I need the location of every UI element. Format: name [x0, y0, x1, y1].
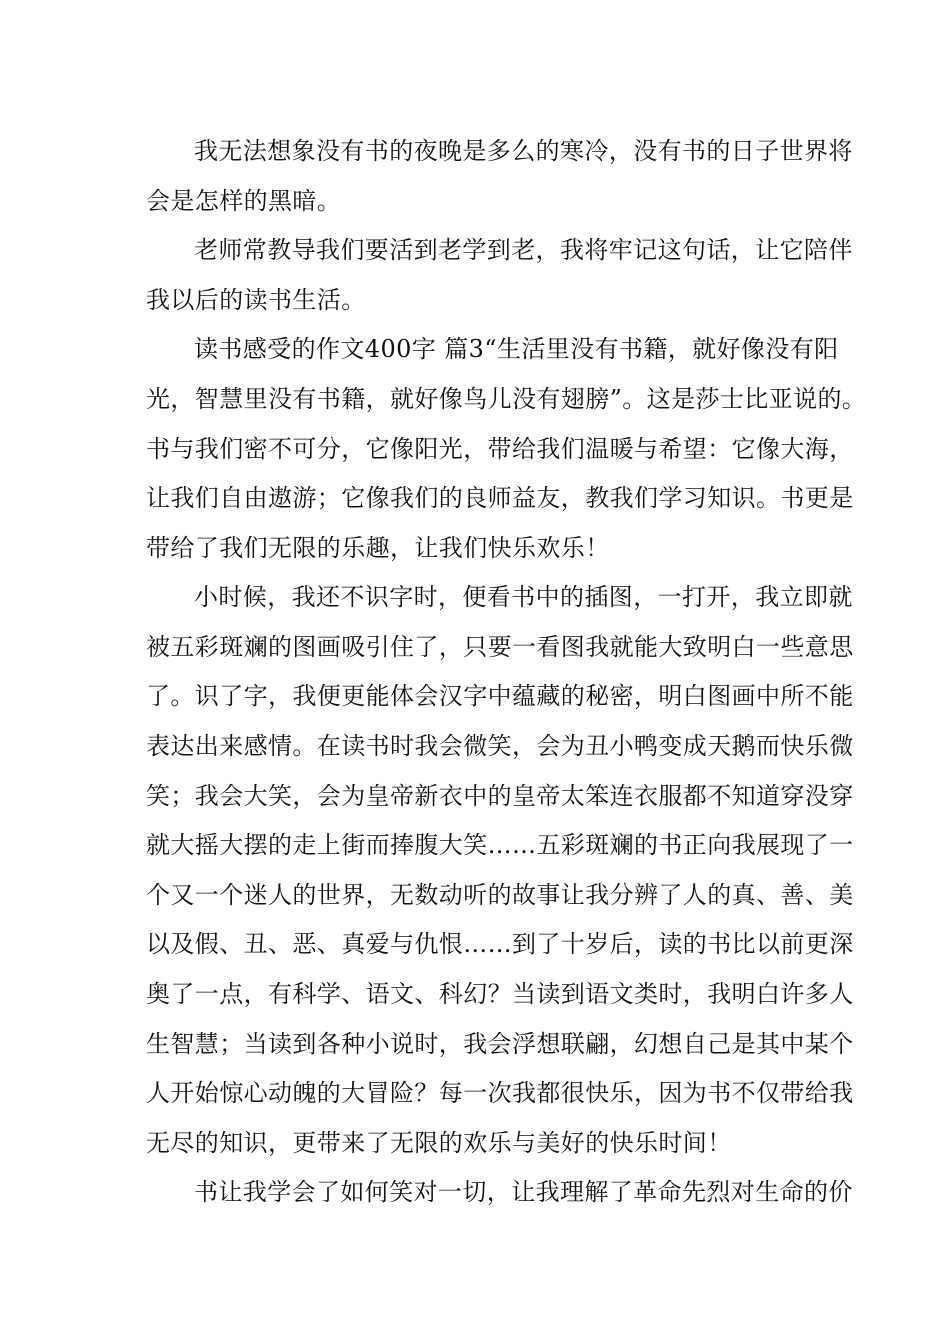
- text-line: 就大摇大摆的走上街而捧腹大笑……五彩斑斓的书正向我展现了一: [146, 831, 854, 859]
- text-line: 小时候，我还不识字时，便看书中的插图，一打开，我立即就: [194, 583, 853, 611]
- text-line: 书让我学会了如何笑对一切，让我理解了革命先烈对生命的价: [194, 1178, 853, 1206]
- text-line: 书与我们密不可分，它像阳光，带给我们温暖与希望：它像大海，: [146, 435, 854, 463]
- text-line: 读书感受的作文400字 篇3“生活里没有书籍，就好像没有阳: [194, 335, 839, 363]
- text-line: 笑；我会大笑，会为皇帝新衣中的皇帝太笨连衣服都不知道穿没穿: [146, 782, 854, 810]
- text-line: 无尽的知识，更带来了无限的欢乐与美好的快乐时间！: [146, 1129, 732, 1157]
- text-line: 我无法想象没有书的夜晚是多么的寒冷，没有书的日子世界将: [194, 137, 853, 165]
- text-line: 以及假、丑、恶、真爱与仇恨……到了十岁后，读的书比以前更深: [146, 930, 854, 958]
- text-line: 让我们自由遨游；它像我们的良师益友，教我们学习知识。书更是: [146, 484, 854, 512]
- text-line: 表达出来感情。在读书时我会微笑，会为丑小鸭变成天鹅而快乐微: [146, 732, 854, 760]
- text-line: 生智慧；当读到各种小说时，我会浮想联翩，幻想自己是其中某个: [146, 1030, 854, 1058]
- text-line: 我以后的读书生活。: [146, 286, 366, 314]
- text-line: 了。识了字，我便更能体会汉字中蕴藏的秘密，明白图画中所不能: [146, 682, 854, 710]
- text-line: 老师常教导我们要活到老学到老，我将牢记这句话，让它陪伴: [194, 236, 853, 264]
- text-line: 会是怎样的黑暗。: [146, 187, 342, 215]
- text-line: 人开始惊心动魄的大冒险？每一次我都很快乐，因为书不仅带给我: [146, 1079, 854, 1107]
- text-line: 个又一个迷人的世界，无数动听的故事让我分辨了人的真、善、美: [146, 881, 854, 909]
- text-line: 带给了我们无限的乐趣，让我们快乐欢乐！: [146, 534, 610, 562]
- text-line: 奥了一点，有科学、语文、科幻？当读到语文类时，我明白许多人: [146, 980, 854, 1008]
- text-line: 光，智慧里没有书籍，就好像鸟儿没有翅膀”。这是莎士比亚说的。: [146, 385, 867, 413]
- text-line: 被五彩斑斓的图画吸引住了，只要一看图我就能大致明白一些意思: [146, 633, 854, 661]
